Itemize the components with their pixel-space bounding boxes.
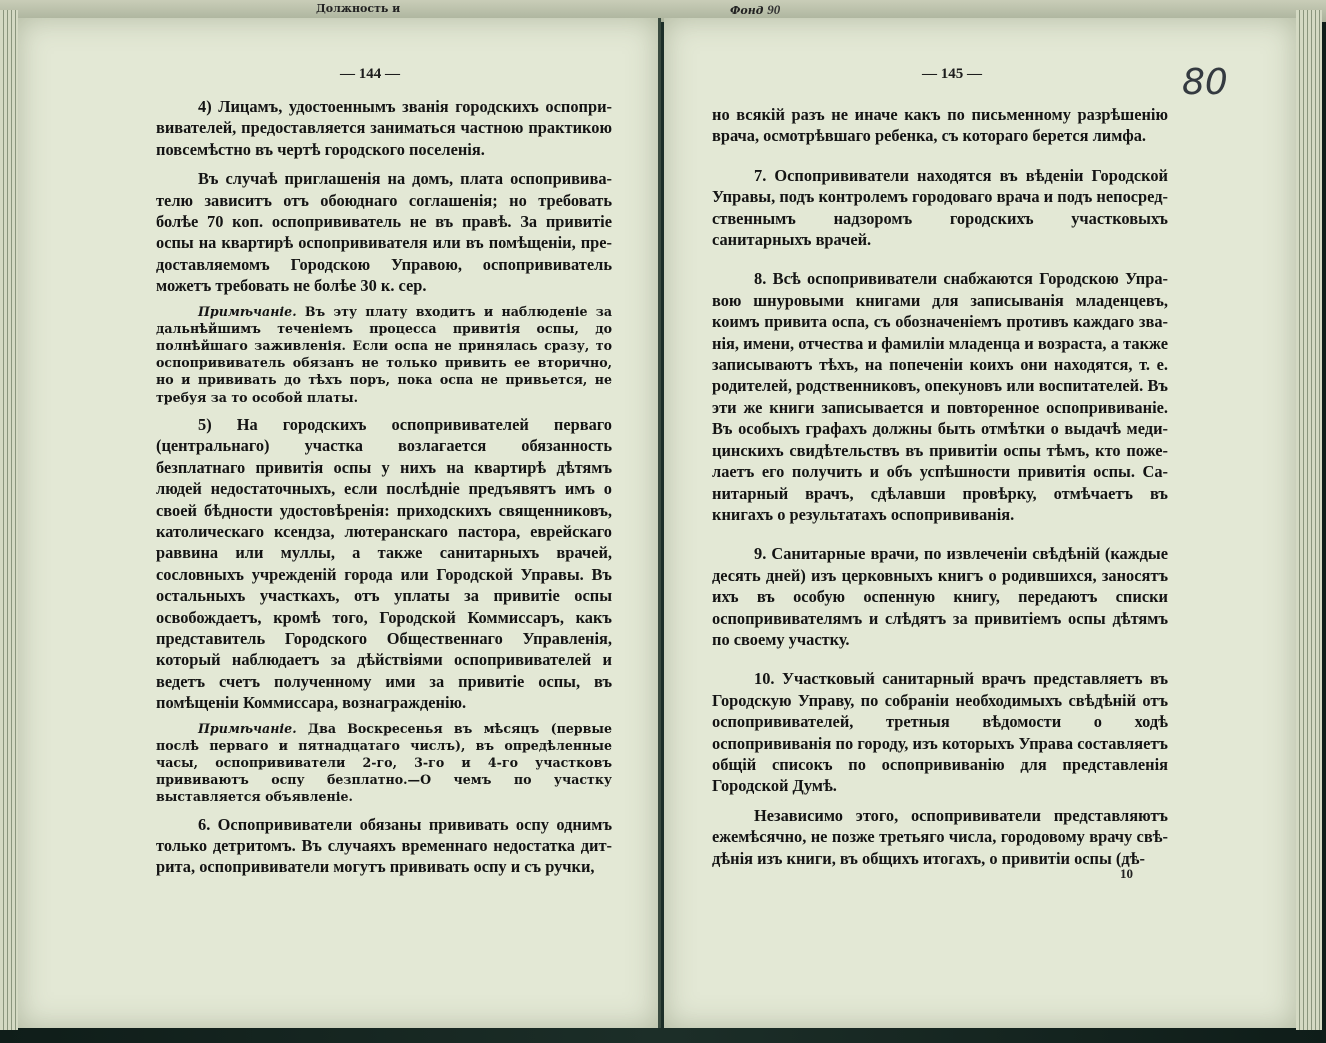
note-1 [156,303,612,406]
header-label-right [730,2,780,18]
note-1-label: Примѣчаніе. [198,303,297,319]
paragraph-fee: Въ случаѣ приглашенія на домъ, плата оспопрививателю зависитъ отъ обоюднаго соглашенія; но требовать болѣе 70 коп. оспопрививатель не въ правѣ. За привитіе оспы на квартирѣ оспопрививателя или въ помѣщеніи, предоставляемомъ Городскою Управою, оспопрививатель можетъ требовать не болѣе 30 к. сер. [156,169,612,296]
left-page-number: — 144 — [340,66,400,82]
paragraph-4: 4) Лицамъ, удостоеннымъ званія городскихъ оспопрививателей, предоставляется заниматься частною практикою повсемѣстно въ чертѣ городского поселенія. [156,97,612,159]
note-2-text: Два Воскресенья въ мѣсяцъ (первые послѣ перваго и пятнадцатаго числъ), въ опредѣленные часы, оспопрививатели 2-го, 3-го и 4-го участковъ прививаютъ оспу безплатно.—О чемъ по участку выставляется объявленіе. [156,720,612,805]
right-page-edges [1296,10,1322,1030]
paragraph-9: 9. Санитарные врачи, по извлеченіи свѣдѣній (каждые десять дней) изъ церковныхъ книгъ о родившихся, заносятъ ихъ въ особую оспенную книгу, передаютъ списки оспопрививателямъ и слѣдятъ за привитіемъ оспы дѣтямъ по своему участку. [712,544,1168,649]
right-page-number: — 145 — [922,66,982,82]
handwritten-archive-number: 80 [1182,62,1228,103]
paragraph-monthly: Независимо этого, оспопрививатели представляютъ ежемѣсячно, не позже третьяго числа, городовому врачу свѣдѣнія изъ книги, въ общихъ итогахъ, о привитіи оспы (дѣ- [712,805,1168,868]
right-text-column [712,104,1168,869]
paragraph-10: 10. Участковый санитарный врачъ представляетъ въ Городскую Управу, по собраніи необходимыхъ свѣдѣній отъ оспопрививателей, третныя вѣдомости о ходѣ оспопрививанія по городу, изъ которыхъ Управа составляетъ общій списокъ по оспопрививанію для представленія Городской Думѣ. [712,669,1168,796]
left-page-edges [0,10,18,1030]
paragraph-continuation: но всякій разъ не иначе какъ по письменному разрѣшенію врача, осмотрѣвшаго ребенка, съ котораго берется лимфа. [712,105,1168,146]
header-label-left: Должность и [316,2,401,15]
left-text-column [156,96,612,878]
paragraph-8: 8. Всѣ оспопрививатели снабжаются Городскою Управою шнуровыми книгами для записыванія младенцевъ, коимъ привита оспа, съ обозначеніемъ противъ каждаго званія, имени, отчества и фамиліи младенца и возраста, а также записываютъ тѣхъ, на попеченіи коихъ они находятся, т. е. родителей, родственниковъ, опекуновъ или воспитателей. Въ эти же книги записывается и повторенное оспопрививаніе. Въ особыхъ графахъ должны быть отмѣтки о выдачѣ медицинскихъ свидѣтельствъ въ привитіи оспы тѣмъ, кто пожелаетъ его получить и объ успѣшности привитія оспы. Санитарный врачъ, сдѣлавши провѣрку, отмѣчаетъ въ книгахъ о результатахъ оспопрививанія. [712,269,1168,524]
paragraph-5: 5) На городскихъ оспопрививателей перваго (центральнаго) участка возлагается обязанность безплатнаго привитія оспы у нихъ на квартирѣ дѣтямъ людей недостаточныхъ, если послѣдніе предъявятъ имъ о своей бѣдности удостовѣренія: приходскихъ священниковъ, католическаго ксендза, лютеранскаго пастора, еврейскаго раввина или муллы, а также санитарныхъ врачей, сословныхъ учрежденій города или Городской Управы. Въ остальныхъ участкахъ, отъ уплаты за привитіе оспы освобождаетъ, кромѣ того, Городской Коммиссаръ, какъ представитель Городского Общественнаго Управленія, который наблюдаетъ за дѣйствіями оспопрививателей и ведетъ счетъ полученному ими за привитіе оспы, въ помѣщеніи Коммиссара, вознагражденію. [156,414,612,713]
sheet-signature-number: 10 [1120,866,1133,881]
note-2-label: Примѣчаніе. [198,720,297,736]
paragraph-6: 6. Оспопрививатели обязаны прививать оспу однимъ только детритомъ. Въ случаяхъ временнаго недостатка дитрита, оспопрививатели могутъ прививать оспу и съ ручки, [156,814,612,877]
fond-label: Фонд [730,4,764,17]
note-2 [156,720,612,806]
note-1-text: Въ эту плату входитъ и наблюденіе за дальнѣйшимъ теченіемъ процесса привитія оспы, до полнѣйшаго заживленія. Если оспа не принялась сразу, то оспопрививатель обязанъ не только привить ее вторично, но и прививать до тѣхъ поръ, пока оспа не привьется, не требуя за то особой платы. [156,303,612,405]
paragraph-7: 7. Оспопрививатели находятся въ вѣденіи Городской Управы, подъ контролемъ городоваго врача и подъ непосредственнымъ надзоромъ городскихъ участковыхъ санитарныхъ врачей. [712,165,1168,250]
fond-number: 90 [767,2,781,17]
